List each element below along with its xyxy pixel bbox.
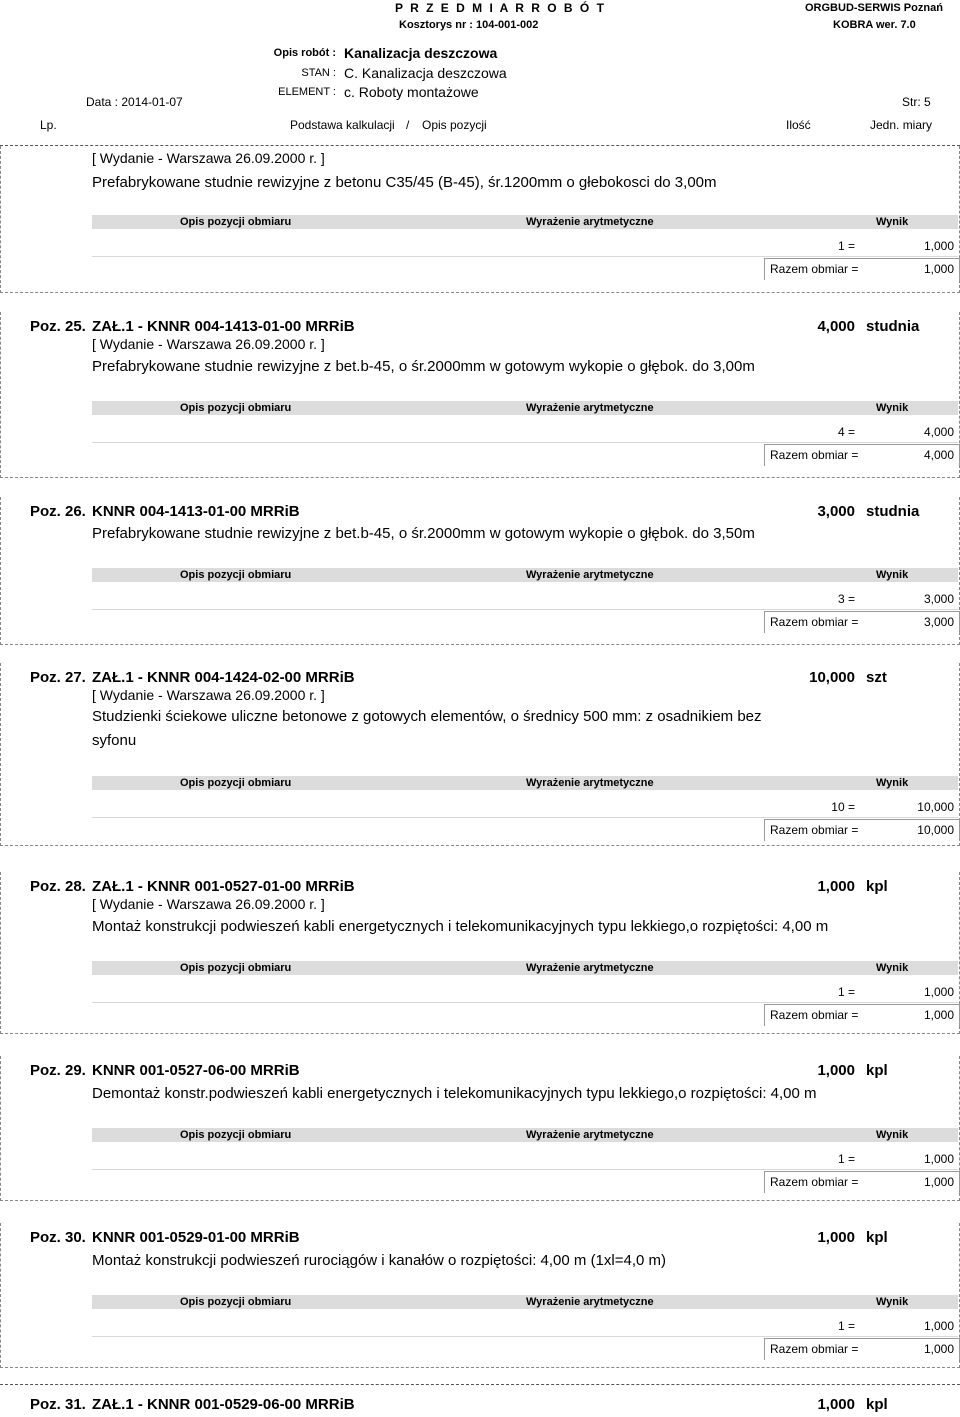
total-label: Razem obmiar = <box>770 1175 859 1189</box>
measurement-header <box>92 401 958 415</box>
document-title: P R Z E D M I A R R O B Ó T <box>395 1 606 15</box>
position-description: Studzienki ściekowe uliczne betonowe z gotowych elementów, o średnicy 500 mm: z osadnikiem bez syfonu <box>92 708 762 749</box>
stan-value: C. Kanalizacja deszczowa <box>344 65 507 81</box>
position-code: ZAŁ.1 - KNNR 004-1413-01-00 MRRiB <box>92 318 355 335</box>
position-block <box>0 663 960 846</box>
measurement-result-header: Wynik <box>876 777 909 789</box>
measurement-row-line <box>92 442 958 443</box>
position-unit: kpl <box>866 1229 888 1246</box>
measurement-expr-header: Wyrażenie arytmetyczne <box>526 1129 654 1141</box>
measurement-header <box>92 568 958 582</box>
position-description: Prefabrykowane studnie rewizyjne z bet.b-45, o śr.2000mm w gotowym wykopie o głębok. do 3,00m <box>92 358 755 375</box>
position-description: Montaż konstrukcji podwieszeń rurociągów i kanałów o rozpiętości: 4,00 m (1xl=4,0 m) <box>92 1252 667 1269</box>
measurement-expression: 1 = <box>837 1319 855 1333</box>
position-code: KNNR 001-0529-01-00 MRRiB <box>92 1229 300 1246</box>
element-label: ELEMENT : <box>278 86 336 98</box>
position-description: Demontaż konstr.podwieszeń kabli energetycznych i telekomunikacyjnych typu lekkiego,o rozpiętości: 4,00 m <box>92 1085 817 1102</box>
position-description: Montaż konstrukcji podwieszeń kabli energetycznych i telekomunikacyjnych typu lekkiego,o rozpiętości: 4,00 m <box>92 918 829 935</box>
measurement-result: 1,000 <box>923 239 954 253</box>
measurement-result-header: Wynik <box>876 569 909 581</box>
cost-estimate-number: Kosztorys nr : 104-001-002 <box>399 19 539 31</box>
col-quantity: Ilość <box>786 118 811 132</box>
position-quantity: 1,000 <box>817 1229 855 1246</box>
total-label: Razem obmiar = <box>770 615 859 629</box>
position-number: Poz. 30. <box>30 1229 86 1246</box>
position-block <box>0 1056 960 1201</box>
measurement-result: 1,000 <box>923 1152 954 1166</box>
document-date: Data : 2014-01-07 <box>86 95 183 109</box>
col-separator: / <box>406 118 410 132</box>
measurement-desc-header: Opis pozycji obmiaru <box>180 402 292 414</box>
measurement-row-line <box>92 817 958 818</box>
measurement-row-line <box>92 256 958 257</box>
position-unit: kpl <box>866 878 888 895</box>
position-block <box>0 497 960 645</box>
position-number: Poz. 25. <box>30 318 86 335</box>
position-number: Poz. 26. <box>30 503 86 520</box>
total-label: Razem obmiar = <box>770 1008 859 1022</box>
total-value: 4,000 <box>923 448 954 462</box>
position-number: Poz. 28. <box>30 878 86 895</box>
position-number: Poz. 31. <box>30 1396 86 1413</box>
position-code: KNNR 001-0527-06-00 MRRiB <box>92 1062 300 1079</box>
position-block <box>0 872 960 1034</box>
position-code: KNNR 004-1413-01-00 MRRiB <box>92 503 300 520</box>
measurement-expression: 4 = <box>837 425 855 439</box>
measurement-desc-header: Opis pozycji obmiaru <box>180 962 292 974</box>
col-lp: Lp. <box>40 118 57 132</box>
position-code: ZAŁ.1 - KNNR 001-0527-01-00 MRRiB <box>92 878 355 895</box>
position-quantity: 10,000 <box>809 669 855 686</box>
stan-label: STAN : <box>301 67 336 79</box>
total-label: Razem obmiar = <box>770 262 859 276</box>
measurement-result-header: Wynik <box>876 402 909 414</box>
total-label: Razem obmiar = <box>770 1342 859 1356</box>
measurement-result: 10,000 <box>917 800 954 814</box>
measurement-desc-header: Opis pozycji obmiaru <box>180 216 292 228</box>
total-value: 3,000 <box>923 615 954 629</box>
measurement-desc-header: Opis pozycji obmiaru <box>180 777 292 789</box>
position-unit: studnia <box>866 318 920 335</box>
measurement-result: 4,000 <box>923 425 954 439</box>
measurement-expression: 10 = <box>831 800 855 814</box>
measurement-header <box>92 215 958 229</box>
measurement-expression: 1 = <box>837 985 855 999</box>
opis-robot-label: Opis robót : <box>273 47 336 59</box>
measurement-row-line <box>92 609 958 610</box>
measurement-row-line <box>92 1169 958 1170</box>
total-label: Razem obmiar = <box>770 448 859 462</box>
measurement-expression: 3 = <box>837 592 855 606</box>
measurement-result-header: Wynik <box>876 216 909 228</box>
measurement-result: 1,000 <box>923 1319 954 1333</box>
measurement-desc-header: Opis pozycji obmiaru <box>180 569 292 581</box>
position-number: Poz. 29. <box>30 1062 86 1079</box>
measurement-header <box>92 1128 958 1142</box>
measurement-expression: 1 = <box>837 1152 855 1166</box>
position-code: ZAŁ.1 - KNNR 004-1424-02-00 MRRiB <box>92 669 355 686</box>
edition-note: [ Wydanie - Warszawa 26.09.2000 r. ] <box>92 687 325 703</box>
edition-note: [ Wydanie - Warszawa 26.09.2000 r. ] <box>92 150 325 166</box>
software-version: KOBRA wer. 7.0 <box>833 19 916 31</box>
position-unit: studnia <box>866 503 920 520</box>
position-unit: kpl <box>866 1396 888 1413</box>
measurement-header <box>92 776 958 790</box>
edition-note: [ Wydanie - Warszawa 26.09.2000 r. ] <box>92 336 325 352</box>
position-code: ZAŁ.1 - KNNR 001-0529-06-00 MRRiB <box>92 1396 355 1413</box>
measurement-expr-header: Wyrażenie arytmetyczne <box>526 569 654 581</box>
page-number: Str: 5 <box>902 95 931 109</box>
measurement-expr-header: Wyrażenie arytmetyczne <box>526 216 654 228</box>
measurement-result-header: Wynik <box>876 1296 909 1308</box>
position-block <box>0 312 960 478</box>
position-number: Poz. 27. <box>30 669 86 686</box>
position-unit: szt <box>866 669 887 686</box>
total-value: 1,000 <box>923 1008 954 1022</box>
opis-robot-value: Kanalizacja deszczowa <box>344 45 498 61</box>
position-quantity: 3,000 <box>817 503 855 520</box>
position-quantity: 1,000 <box>817 1396 855 1413</box>
measurement-result: 1,000 <box>923 985 954 999</box>
measurement-expression: 1 = <box>837 239 855 253</box>
total-value: 1,000 <box>923 262 954 276</box>
total-value: 10,000 <box>917 823 954 837</box>
measurement-expr-header: Wyrażenie arytmetyczne <box>526 962 654 974</box>
edition-note: [ Wydanie - Warszawa 26.09.2000 r. ] <box>92 896 325 912</box>
position-unit: kpl <box>866 1062 888 1079</box>
col-description: Opis pozycji <box>422 118 487 132</box>
measurement-expr-header: Wyrażenie arytmetyczne <box>526 402 654 414</box>
measurement-row-line <box>92 1002 958 1003</box>
measurement-header <box>92 961 958 975</box>
measurement-expr-header: Wyrażenie arytmetyczne <box>526 777 654 789</box>
position-description: Prefabrykowane studnie rewizyjne z bet.b-45, o śr.2000mm w gotowym wykopie o głębok. do 3,50m <box>92 525 755 542</box>
measurement-result-header: Wynik <box>876 962 909 974</box>
measurement-row-line <box>92 1336 958 1337</box>
position-quantity: 4,000 <box>817 318 855 335</box>
measurement-expr-header: Wyrażenie arytmetyczne <box>526 1296 654 1308</box>
measurement-desc-header: Opis pozycji obmiaru <box>180 1296 292 1308</box>
measurement-header <box>92 1295 958 1309</box>
measurement-result-header: Wynik <box>876 1129 909 1141</box>
measurement-desc-header: Opis pozycji obmiaru <box>180 1129 292 1141</box>
position-description: Prefabrykowane studnie rewizyjne z betonu C35/45 (B-45), śr.1200mm o głebokosci do 3,00m <box>92 174 717 191</box>
position-quantity: 1,000 <box>817 1062 855 1079</box>
element-value: c. Roboty montażowe <box>344 84 479 100</box>
company-name: ORGBUD-SERWIS Poznań <box>805 2 943 14</box>
total-value: 1,000 <box>923 1342 954 1356</box>
page-bottom-separator <box>0 1384 960 1385</box>
measurement-result: 3,000 <box>923 592 954 606</box>
continuation-block <box>0 146 960 293</box>
position-block <box>0 1223 960 1368</box>
col-unit: Jedn. miary <box>870 118 933 132</box>
col-basis: Podstawa kalkulacji <box>290 118 395 132</box>
total-label: Razem obmiar = <box>770 823 859 837</box>
position-quantity: 1,000 <box>817 878 855 895</box>
total-value: 1,000 <box>923 1175 954 1189</box>
